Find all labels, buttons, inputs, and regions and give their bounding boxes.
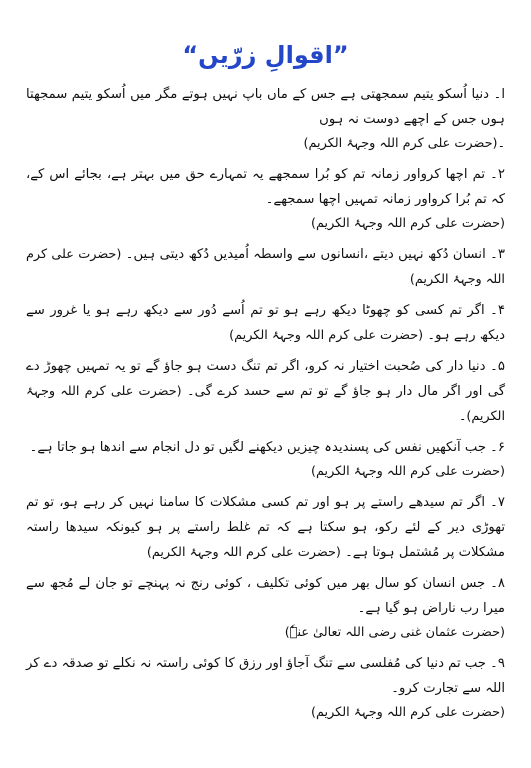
quote-text: انسان دُکھ نہیں دیتے ،انسانوں سے واسطہ اُمیدیں دُکھ دیتی ہیں۔ <box>125 247 486 262</box>
quote-text: جب تم دنیا کی مُفلسی سے تنگ آجاؤ اور رزق کا کوئی راستہ نہ نکلے تو صدقہ دے کر اللہ سے تجارت کرو۔ <box>26 656 505 696</box>
quote-text: اگر تم کسی کو چھوٹا دیکھ رہے ہو تو تم اُسے دُور سے دیکھ رہے ہو یا غرور سے دیکھ رہے ہو۔ <box>26 303 505 343</box>
quote-text: جس انسان کو سال بھر میں کوئی تکلیف ، کوئی رنج نہ پہنچے تو جان لے مُجھ سے میرا رب ناراض ہو گیا ہے۔ <box>26 576 505 616</box>
quote-number: ۵۔ <box>490 359 505 374</box>
quote-text: تم اچھا کرواور زمانہ تم کو بُرا سمجھے یہ تمہارے حق میں بہتر ہے، بجائے اس کے، کہ تم بُرا کرواور زمانہ تمہیں اچھا سمجھے۔ <box>26 167 505 207</box>
quote-item-2 <box>26 162 505 236</box>
quote-attribution: (حضرت علی کرم اللہ وجہۂ الکریم) <box>146 545 341 560</box>
quote-attribution: (حضرت عثمان غنی رضی اللہ تعالیٰ عنہٗ) <box>284 625 505 640</box>
quote-attribution: (حضرت علی کرم اللہ وجہۂ الکریم) <box>229 328 424 343</box>
quote-attribution: (حضرت علی کرم اللہ وجہۂ الکریم)۔ <box>26 384 505 424</box>
quote-attribution: (حضرت علی کرم اللہ وجہۂ الکریم) <box>311 216 505 231</box>
quote-number: ۶۔ <box>490 440 505 455</box>
quote-text: دنیا دار کی صُحبت اختیار نہ کرو، اگر تم تنگ دست ہو جاؤ گے تو یہ تمہیں چھوڑ دے گی اور اگر مال دار ہو جاؤ گے تو تم سے حسد کرے گی۔ <box>26 359 505 399</box>
quote-number: ا۔ <box>493 87 505 102</box>
quote-item-5 <box>26 354 505 429</box>
quote-item-4 <box>26 298 505 348</box>
quote-number: ۹۔ <box>490 656 505 671</box>
quote-item-8 <box>26 571 505 645</box>
quote-number: ۴۔ <box>490 303 505 318</box>
quote-number: ۲۔ <box>490 167 505 182</box>
page-title: ”اقوالِ زرّیں“ <box>182 41 349 69</box>
quote-attribution: (حضرت علی کرم اللہ وجہۂ الکریم) <box>311 705 505 720</box>
quote-text: جب آنکھیں نفس کی پسندیدہ چیزیں دیکھنے لگیں تو دل انجام سے اندھا ہو جاتا ہے۔ <box>29 440 486 455</box>
quote-attribution: (حضرت علی کرم اللہ وجہۂ الکریم) <box>26 247 505 287</box>
quote-text: اگر تم سیدھے راستے پر ہو اور تم کسی مشکلات کا سامنا نہیں کر رہے ہو، تو تم تھوڑی دیر کے لئے رکو، ہو سکتا ہے کہ تم غلط راستے پر ہو کیونکہ سیدھا راستہ مشکلات پر مُشتمل ہوتا ہے۔ <box>26 495 505 560</box>
quote-number: ۸۔ <box>490 576 506 591</box>
quote-item-1 <box>26 82 505 156</box>
quote-item-6 <box>26 435 505 484</box>
quote-attribution: ۔(حضرت علی کرم اللہ وجہۂ الکریم) <box>303 136 505 151</box>
quote-number: ۳۔ <box>490 247 505 262</box>
quote-item-9 <box>26 651 505 725</box>
quote-text: دنیا اُسکو یتیم سمجھتی ہے جس کے ماں باپ نہیں ہوتے مگر میں اُسکو یتیم سمجھتا ہوں جس کے اچھے دوست نہ ہوں <box>26 87 505 127</box>
quote-attribution: (حضرت علی کرم اللہ وجہۂ الکریم) <box>311 464 505 479</box>
quote-number: ۷۔ <box>490 495 505 510</box>
quote-item-3 <box>26 242 505 292</box>
quote-item-7 <box>26 490 505 565</box>
